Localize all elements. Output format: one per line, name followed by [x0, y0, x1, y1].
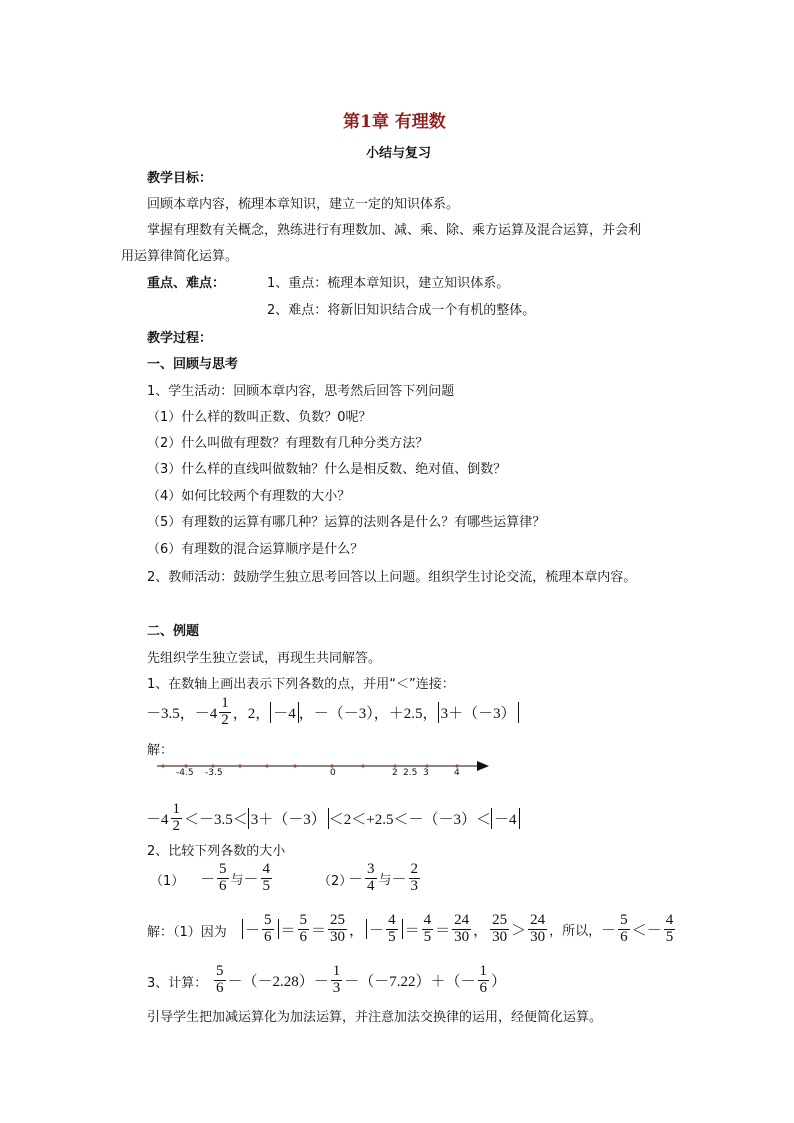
abs-minus-four: －4	[270, 702, 299, 723]
abs-expression: 3＋（－3）	[438, 702, 519, 723]
axis-label-2: 2	[392, 768, 398, 778]
solution-2-prefix: 解：（1）因为	[147, 925, 227, 940]
question-4: （4）如何比较两个有理数的大小？	[147, 489, 351, 504]
axis-label-neg3.5: -3.5	[205, 768, 223, 778]
keypoints-label: 重点、难点：	[147, 276, 226, 291]
part-2-expression: － $\frac{3}{4}$ 与 － $\frac{2}{3}$	[348, 860, 419, 894]
example-2-prompt: 2、比较下列各数的大小	[147, 844, 286, 859]
ordering-chain: －4 $\frac{1}{2}$ ＜－3.5＜ 3＋（－3） ＜2＜+2.5＜－（－3）＜ －4	[146, 796, 520, 840]
section-1-heading: 一、回顾与思考	[147, 357, 239, 372]
question-1: （1）什么样的数叫正数、负数？0呢？	[147, 410, 372, 425]
axis-label-4: 4	[454, 768, 460, 778]
guide-text: 引导学生把加减运算化为加法运算，并注意加法交换律的运用，经便简化运算。	[147, 1010, 603, 1025]
example-1-prompt: 1、在数轴上画出表示下列各数的点，并用“＜”连接：	[147, 677, 455, 692]
activity-1: 1、学生活动：回顾本章内容，思考然后回答下列问题	[147, 384, 455, 399]
question-2: （2）什么叫做有理数？有理数有几种分类方法？	[147, 436, 429, 451]
arrow-right-icon	[477, 761, 489, 771]
question-3: （3）什么样的直线叫做数轴？什么是相反数、绝对值、倒数？	[147, 462, 507, 477]
goals-text-2b: 用运算律简化运算。	[121, 249, 239, 264]
part-2-label: （2）	[318, 874, 353, 889]
examples-intro: 先组织学生独立尝试，再现生共同解答。	[147, 651, 382, 666]
activity-2: 2、教师活动：鼓励学生独立思考回答以上问题。组织学生讨论交流，梳理本章内容。	[147, 570, 637, 585]
example-3-expression: $\frac{5}{6}$ －（－2.28）－ $\frac{1}{3}$ －（－7.22）＋（－ $\frac{1}{6}$ ）	[216, 962, 507, 996]
page-title: 第1章 有理数	[343, 112, 446, 132]
solution-label-1: 解：	[147, 743, 174, 758]
axis-label-2.5: 2.5	[403, 768, 418, 778]
part-1-label: （1）	[150, 874, 185, 889]
question-6: （6）有理数的混合运算顺序是什么？	[147, 542, 364, 557]
axis-label-neg4.5: -4.5	[176, 768, 194, 778]
section-2-heading: 二、例题	[147, 624, 200, 639]
axis-label-0: 0	[330, 768, 336, 778]
goals-text-2a: 掌握有理数有关概念，熟练进行有理数加、减、乘、除、乘方运算及混合运算，并会利	[147, 223, 642, 238]
solution-2-math: － $\frac{5}{6}$ ＝ $\frac{5}{6}$ ＝ $\frac{25}{30}$ ， － $\frac{4}{5}$ ＝ $\frac{4}{5}$ ＝ $\frac{24}{30}$ ， $\frac{25}{30}$ ＞ $\frac{24}{30}$ ，所以， － $\frac{5}{6}$ ＜ － $\frac{4}{5}$	[240, 907, 677, 951]
question-5: （5）有理数的运算有哪几种？运算的法则各是什么？有哪些运算律？	[147, 515, 546, 530]
page-subtitle: 小结与复习	[366, 146, 432, 161]
keypoint-2: 2、难点：将新旧知识结合成一个有机的整体。	[267, 303, 536, 318]
fraction-one-half: $\frac{1}{2}$	[221, 694, 229, 728]
part-1-expression: － $\frac{5}{6}$ 与 － $\frac{4}{5}$	[200, 860, 271, 894]
example-1-numbers: －3.5，－4 $\frac{1}{2}$ ，2， －4 ，－（－3），＋2.5， 3＋（－3）	[146, 690, 519, 734]
goals-heading: 教学目标：	[147, 171, 213, 186]
keypoint-1: 1、重点：梳理本章知识，建立知识体系。	[267, 276, 510, 291]
process-heading: 教学过程：	[147, 331, 213, 346]
example-3-label: 3、计算：	[147, 976, 208, 991]
axis-label-3: 3	[423, 768, 429, 778]
goals-text-1: 回顾本章内容，梳理本章知识，建立一定的知识体系。	[147, 197, 460, 212]
